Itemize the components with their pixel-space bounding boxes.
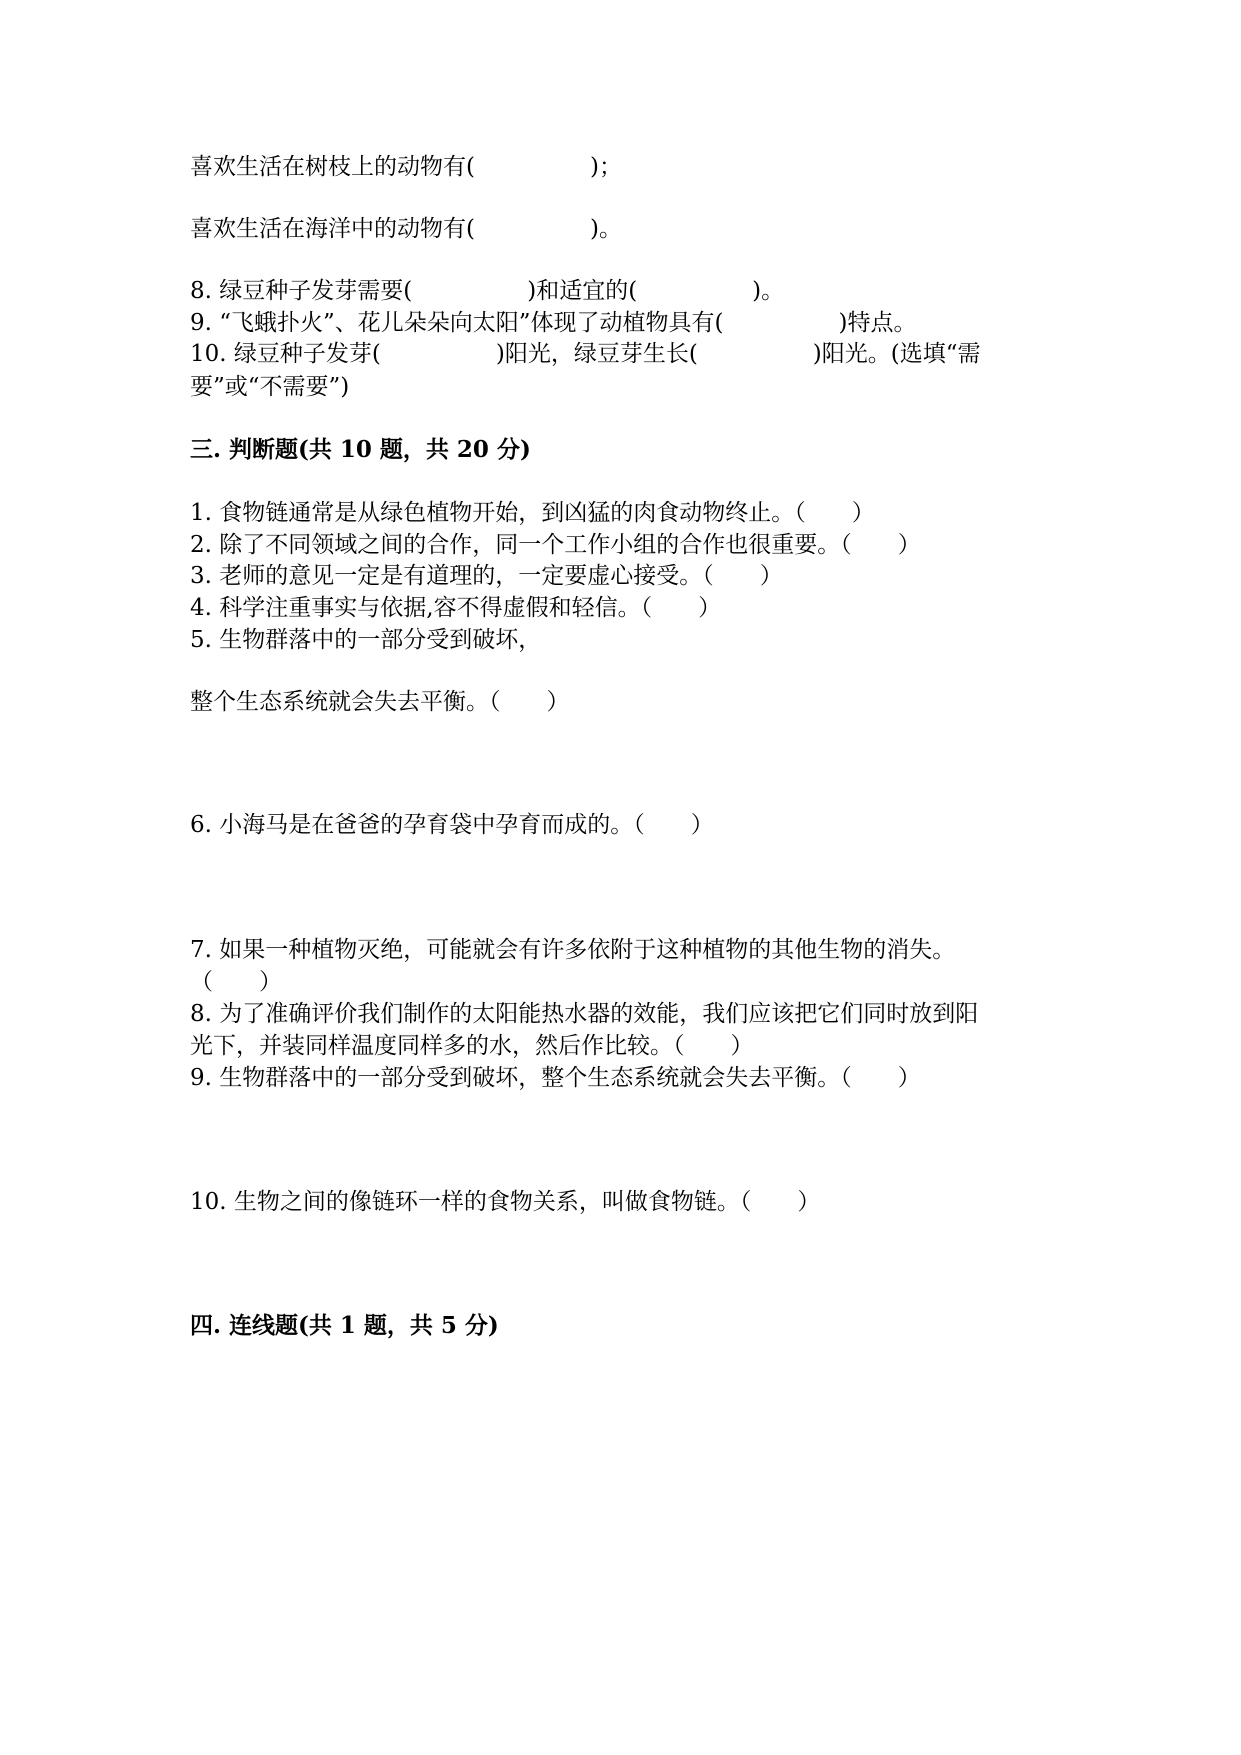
judge-question-8-line2: 光下，并装同样温度同样多的水，然后作比较。（ ） <box>190 1033 754 1059</box>
judge-question-5-line2: 整个生态系统就会失去平衡。（ ） <box>190 689 570 715</box>
fill-blank-question-9: 9. “飞蛾扑火”、花儿朵朵向太阳”体现了动植物具有( )特点。 <box>190 310 917 336</box>
section-3-heading: 三. 判断题(共 10 题，共 20 分) <box>190 436 531 463</box>
judge-question-4: 4. 科学注重事实与依据,容不得虚假和轻信。（ ） <box>190 595 722 621</box>
judge-question-7-line2: （ ） <box>190 969 282 995</box>
judge-question-8-line1: 8. 为了准确评价我们制作的太阳能热水器的效能，我们应该把它们同时放到阳 <box>190 1001 979 1027</box>
judge-question-1: 1. 食物链通常是从绿色植物开始，到凶猛的肉食动物终止。（ ） <box>190 500 875 526</box>
judge-question-9: 9. 生物群落中的一部分受到破坏，整个生态系统就会失去平衡。（ ） <box>190 1065 921 1091</box>
judge-question-10: 10. 生物之间的像链环一样的食物关系，叫做食物链。（ ） <box>190 1189 821 1215</box>
fill-blank-question-10-line1: 10. 绿豆种子发芽( )阳光，绿豆芽生长( )阳光。(选填“需 <box>190 341 981 367</box>
judge-question-7-line1: 7. 如果一种植物灭绝，可能就会有许多依附于这种植物的其他生物的消失。 <box>190 937 956 963</box>
judge-question-6: 6. 小海马是在爸爸的孕育袋中孕育而成的。（ ） <box>190 812 714 838</box>
judge-question-2: 2. 除了不同领域之间的合作，同一个工作小组的合作也很重要。（ ） <box>190 532 921 558</box>
judge-question-5-line1: 5. 生物群落中的一部分受到破坏， <box>190 627 542 653</box>
fill-blank-question-10-line2: 要”或“不需要”) <box>190 374 350 400</box>
fill-blank-line-branch: 喜欢生活在树枝上的动物有( )； <box>190 154 622 180</box>
fill-blank-line-ocean: 喜欢生活在海洋中的动物有( )。 <box>190 216 622 242</box>
judge-question-3: 3. 老师的意见一定是有道理的，一定要虚心接受。（ ） <box>190 563 783 589</box>
section-4-heading: 四. 连线题(共 1 题，共 5 分) <box>190 1312 499 1339</box>
fill-blank-question-8: 8. 绿豆种子发芽需要( )和适宜的( )。 <box>190 278 785 304</box>
